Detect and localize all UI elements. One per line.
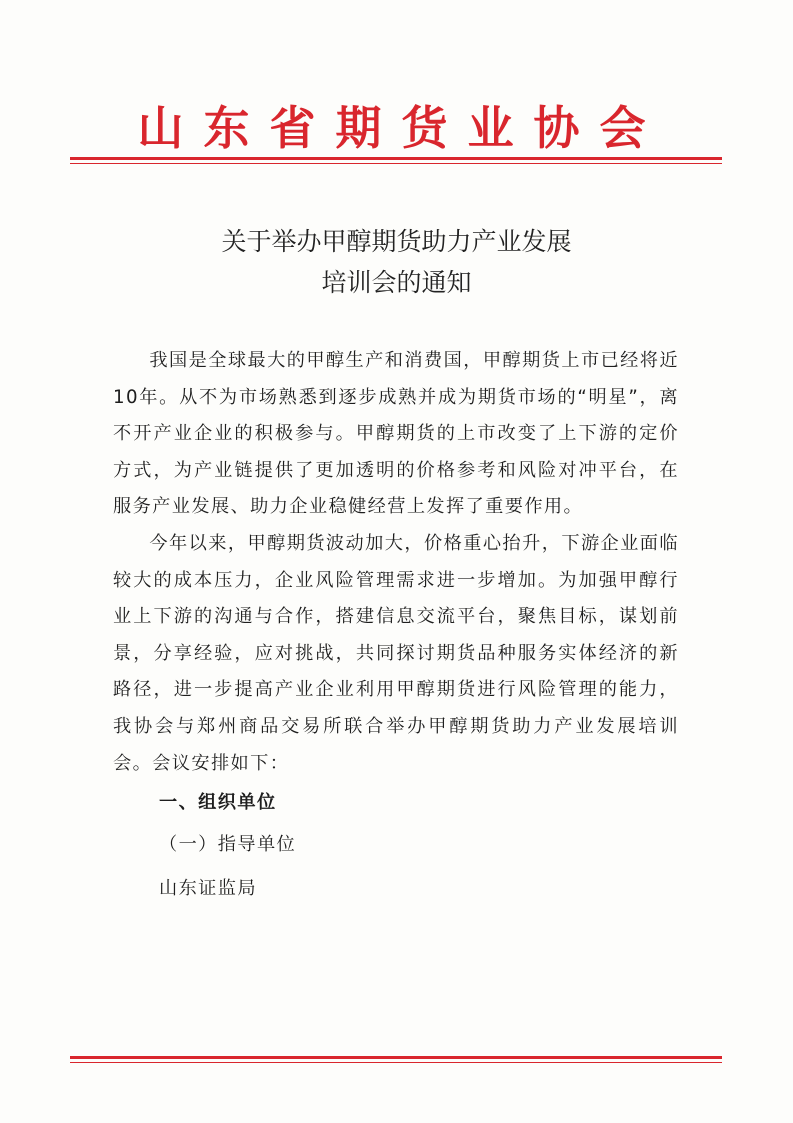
subsection-heading-guiding-unit: （一）指导单位 — [159, 834, 297, 856]
section-heading-organizers: 一、组织单位 — [159, 792, 277, 814]
guiding-unit-name: 山东证监局 — [159, 878, 257, 900]
body-paragraph-1: 我国是全球最大的甲醇生产和消费国，甲醇期货上市已经将近10年。从不为市场熟悉到逐步成熟并成为期货市场的“明星”，离不开产业企业的积极参与。甲醇期货的上市改变了上下游的定价方式，为产业链提供了更加透明的价格参考和风险对冲平台，在服务产业发展、助力企业稳健经营上发挥了重要作用。 — [113, 350, 679, 518]
letterhead-rule-thick — [70, 157, 722, 160]
letterhead-title: 山东省期货业协会 — [137, 101, 666, 155]
footer-rule-thin — [70, 1062, 722, 1063]
notice-title-line-1: 关于举办甲醇期货助力产业发展 — [221, 227, 572, 256]
body-paragraph-2: 今年以来，甲醇期货波动加大，价格重心抬升，下游企业面临较大的成本压力，企业风险管理需求进一步增加。为加强甲醇行业上下游的沟通与合作，搭建信息交流平台，聚焦目标，谋划前景，分享经验，应对挑战，共同探讨期货品种服务实体经济的新路径，进一步提高产业企业利用甲醇期货进行风险管理的能力，我协会与郑州商品交易所联合举办甲醇期货助力产业发展培训会。会议安排如下： — [113, 532, 679, 774]
notice-title-line-2: 培训会的通知 — [321, 268, 472, 297]
footer-rule-thick — [70, 1056, 722, 1059]
letterhead-rule-thin — [70, 163, 722, 164]
notice-body — [113, 343, 679, 911]
